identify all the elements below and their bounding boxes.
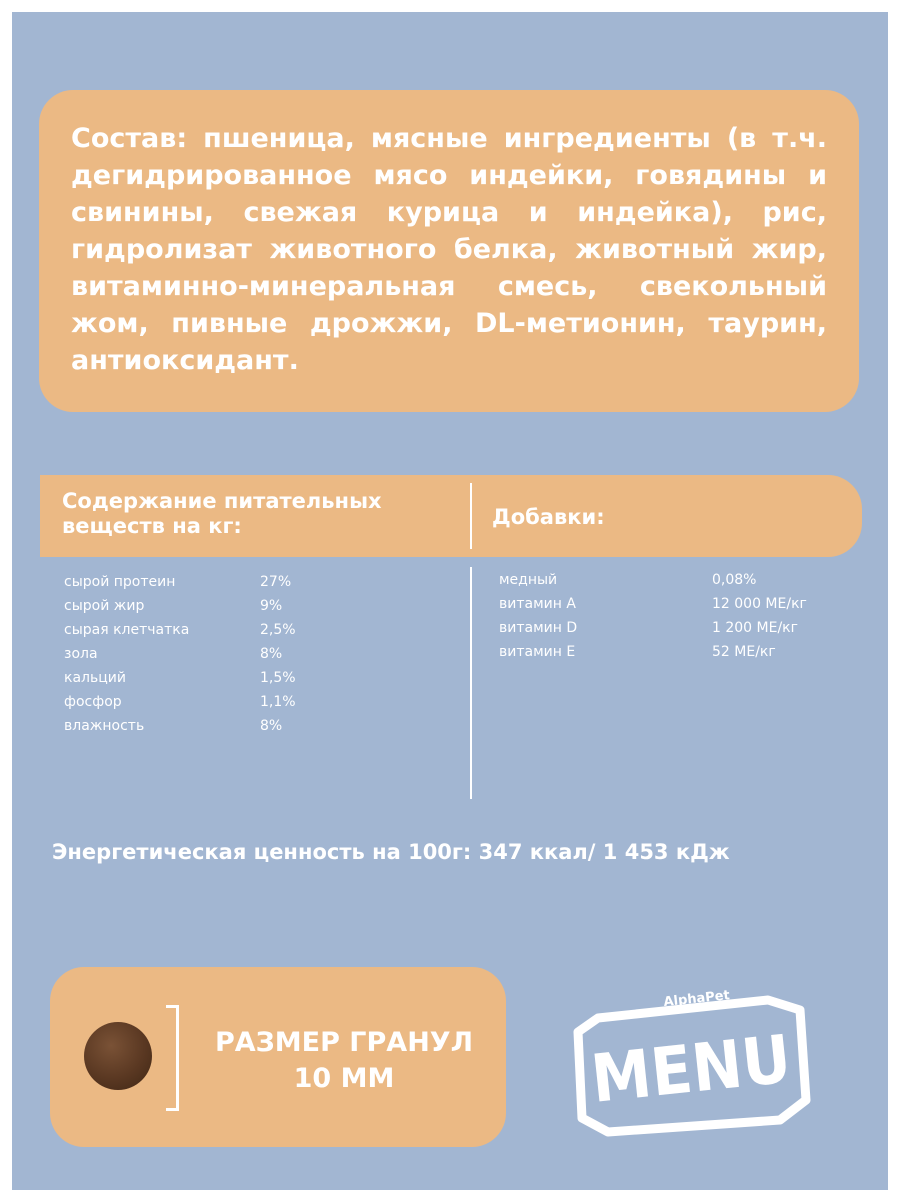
logo-word: MENU: [587, 1018, 815, 1118]
nutrient-name: сырой жир: [64, 598, 145, 614]
additive-value: 0,08%: [712, 572, 757, 588]
nutrient-row: [64, 694, 384, 718]
composition-box: [39, 90, 859, 412]
nutrient-value: 2,5%: [260, 622, 296, 638]
menu-logo-graphic: [568, 980, 820, 1138]
nutrient-name: кальций: [64, 670, 126, 686]
nutrient-row: [64, 646, 384, 670]
nutrients-header: Содержание питательных веществ на кг:: [62, 489, 382, 538]
nutrient-name: фосфор: [64, 694, 122, 710]
nutrient-row: [64, 574, 384, 598]
additive-row: [499, 620, 839, 644]
composition-text: пшеница, мясные ингредиенты (в т.ч. дегидрированное мясо индейки, говядины и свинины, свежая курица и индейка), рис, гидролизат животного белка, животный жир, витаминно-минеральная смесь, свекольный жом, пивные дрожжи, DL-метионин, таурин, антиоксидант.: [71, 123, 827, 376]
additive-name: витамин D: [499, 620, 578, 636]
composition-label: Состав:: [71, 123, 188, 154]
additives-list: [499, 572, 839, 668]
nutrient-name: сырая клетчатка: [64, 622, 190, 638]
granule-size-box: [50, 967, 506, 1147]
column-divider: [470, 567, 472, 799]
additive-name: витамин A: [499, 596, 576, 612]
nutrient-value: 8%: [260, 646, 283, 662]
nutrient-name: сырой протеин: [64, 574, 176, 590]
nutrient-row: [64, 718, 384, 742]
additive-value: 12 000 МЕ/кг: [712, 596, 807, 612]
brand-logo: [568, 980, 820, 1138]
additive-row: [499, 572, 839, 596]
energy-value: Энергетическая ценность на 100г: 347 ккал/ 1 453 кДж: [52, 840, 730, 864]
nutrient-value: 1,1%: [260, 694, 296, 710]
nutrient-row: [64, 598, 384, 622]
granule-image: [84, 1022, 152, 1090]
nutrient-row: [64, 622, 384, 646]
nutrients-header-bar: [40, 475, 862, 557]
nutrient-value: 8%: [260, 718, 283, 734]
nutrient-value: 9%: [260, 598, 283, 614]
size-bracket: [166, 1005, 179, 1111]
additive-row: [499, 596, 839, 620]
logo-brand: AlphaPet: [662, 988, 731, 1010]
additives-header: Добавки:: [492, 505, 605, 529]
granule-size-title: РАЗМЕР ГРАНУЛ: [214, 1027, 474, 1058]
granule-size-text: [194, 1025, 494, 1097]
additive-name: медный: [499, 572, 558, 588]
nutrient-value: 27%: [260, 574, 292, 590]
additive-value: 52 МЕ/кг: [712, 644, 776, 660]
granule-size-value: 10 ММ: [293, 1063, 395, 1094]
nutrient-name: зола: [64, 646, 98, 662]
nutrient-value: 1,5%: [260, 670, 296, 686]
nutrients-list: [64, 574, 384, 742]
additive-value: 1 200 МЕ/кг: [712, 620, 798, 636]
product-info-panel: [12, 12, 888, 1190]
additive-row: [499, 644, 839, 668]
nutrient-row: [64, 670, 384, 694]
additive-name: витамин E: [499, 644, 576, 660]
header-divider: [470, 483, 472, 549]
nutrient-name: влажность: [64, 718, 145, 734]
